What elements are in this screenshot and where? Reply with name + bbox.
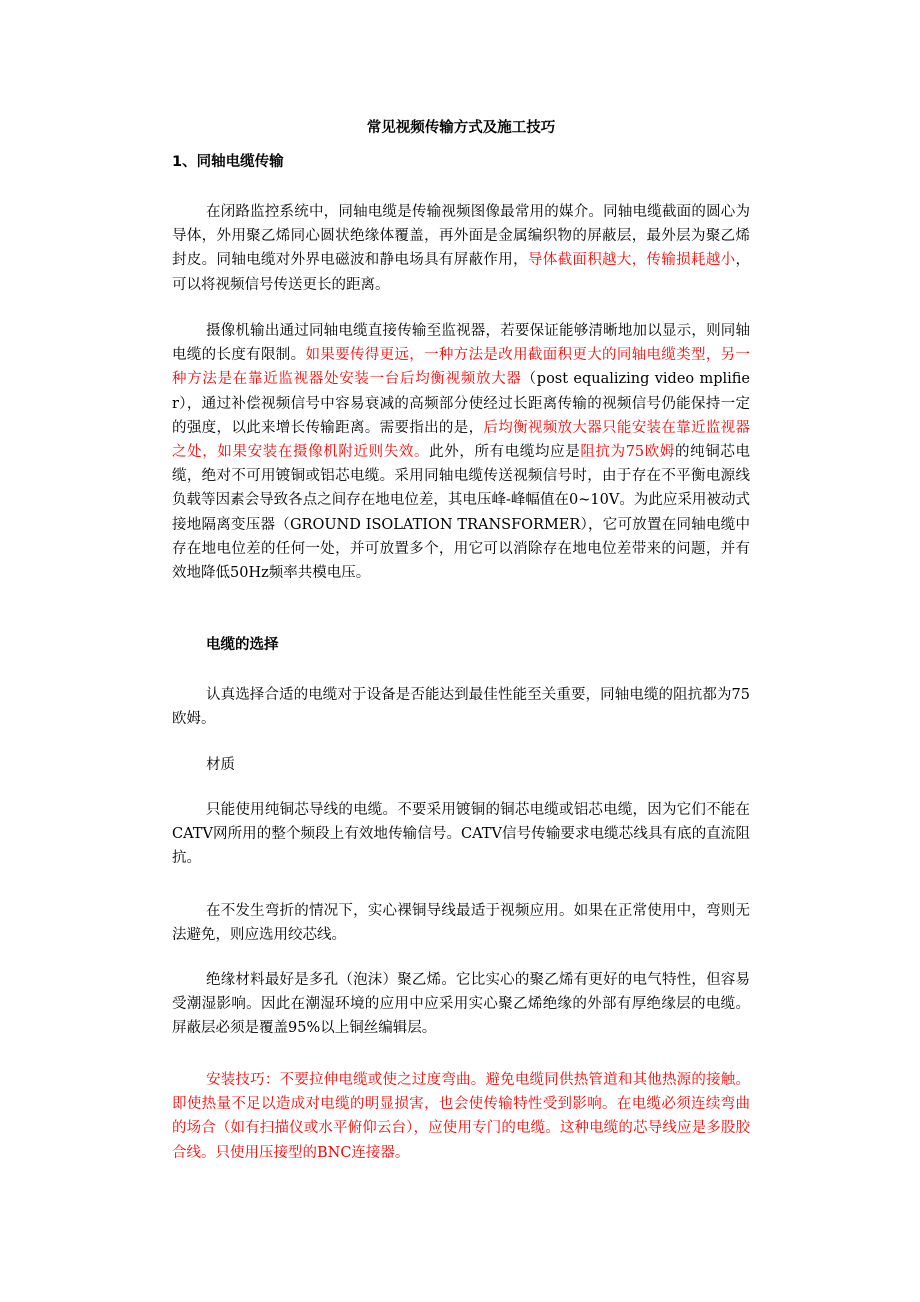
- paragraph-copper-core: 只能使用纯铜芯导线的电缆。不要采用镀铜的铜芯电缆或铝芯电缆，因为它们不能在CATV网所用的整个频段上有效地传输信号。CATV信号传输要求电缆芯线具有底的直流阻抗。: [172, 802, 750, 867]
- paragraph-material-label: 材质: [206, 757, 235, 773]
- text-run: ，可以将视频信号传送更长的距离。: [172, 252, 751, 293]
- text-run: （post equalizing video mplifier），通过补偿视频信号中容易衰减的高频部分使经过长距离传输的视频信号仍能保持一定的强度，以此来增长传输距离。需要指出的是，: [172, 371, 750, 436]
- paragraph-transmission-distance: [172, 319, 750, 585]
- paragraph-coaxial-intro: [172, 200, 750, 297]
- highlight-text: 如果要传得更远，一种方法是改用截面积更大的同轴电缆类型，另一种方法是在靠近监视器处安装一台后均衡视频放大器: [172, 347, 751, 388]
- highlight-text: 阻抗为75欧姆: [580, 444, 676, 461]
- text-run: 的纯铜芯电缆，绝对不可用镀铜或铝芯电缆。采用同轴电缆传送视频信号时，由于存在不平衡电源线负载等因素会导致各点之间存在地电位差，其电压峰-峰幅值在0~10V。为此应采用被动式接地隔离变压器（GROUND ISOLATION TRANSFORMER），它可放置在同轴电缆中存在地电位差的任何一处，并可放置多个，用它可以消除存在地电位差带来的问题，并有效地降低50Hz频率共模电压。: [172, 444, 751, 582]
- text-run: 摄像机输出通过同轴电缆直接传输至监视器，若要保证能够清晰地加以显示，则同轴电缆的长度有限制。: [172, 323, 750, 364]
- text-run: 此外，所有电缆均应是: [429, 444, 581, 461]
- document-title: 常见视频传输方式及施工技巧: [366, 120, 556, 136]
- section-heading-coaxial: 1、同轴电缆传输: [172, 154, 284, 170]
- text-run: 在闭路监控系统中，同轴电缆是传输视频图像最常用的媒介。同轴电缆截面的圆心为导体，外用聚乙烯同心圆状绝缘体覆盖，再外面是金属编织物的屏蔽层，最外层为聚乙烯封皮。同轴电缆对外界电磁波和静电场具有屏蔽作用，: [172, 204, 750, 269]
- highlight-text: 导体截面积越大，传输损耗越小: [527, 252, 736, 269]
- paragraph-insulation: 绝缘材料最好是多孔（泡沫）聚乙烯。它比实心的聚乙烯有更好的电气特性，但容易受潮湿影响。因此在潮湿环境的应用中应采用实心聚乙烯绝缘的外部有厚绝缘层的电缆。屏蔽层必须是覆盖95%以上铜丝编辑层。: [172, 972, 750, 1037]
- paragraph-solid-copper: 在不发生弯折的情况下，实心裸铜导线最适于视频应用。如果在正常使用中，弯则无法避免，则应选用绞芯线。: [172, 903, 750, 944]
- highlight-text: 后均衡视频放大器只能安装在靠近监视器之处，如果安装在摄像机附近则失效。: [172, 419, 750, 461]
- paragraph-cable-selection: 认真选择合适的电缆对于设备是否能达到最佳性能至关重要，同轴电缆的阻抗都为75欧姆。: [172, 687, 750, 728]
- paragraph-installation-tips: 安装技巧：不要拉伸电缆或使之过度弯曲。避免电缆同供热管道和其他热源的接触。即使热量不足以造成对电缆的明显损害，也会使传输特性受到影响。在电缆必须连续弯曲的场合（如有扫描仪或水平俯仰云台），应使用专门的电缆。这种电缆的芯导线应是多股胶合线。只使用压接型的BNC连接器。: [172, 1072, 750, 1161]
- section-heading-cable-selection: 电缆的选择: [206, 637, 279, 653]
